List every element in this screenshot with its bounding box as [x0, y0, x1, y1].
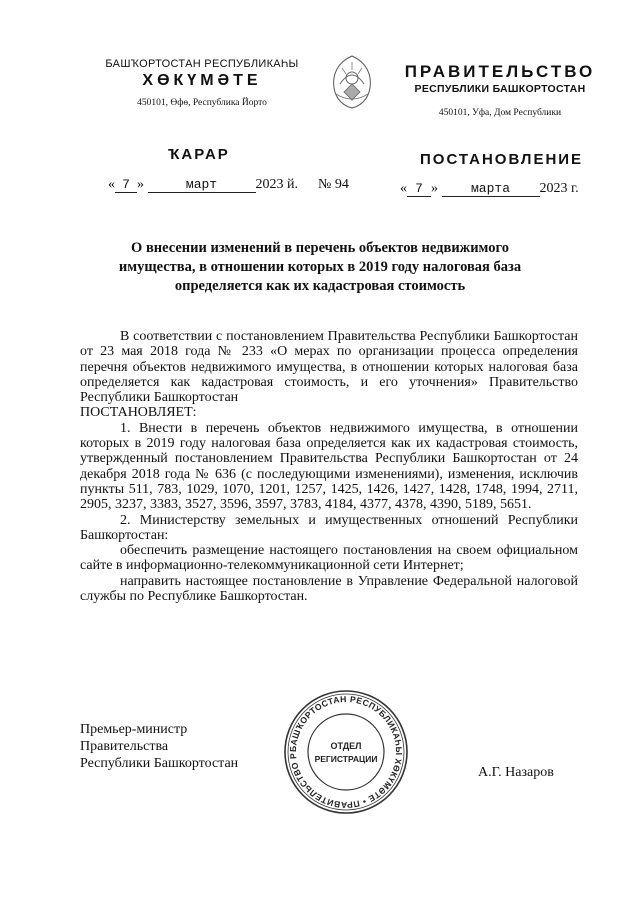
header-left-line1: БАШҠОРТОСТАН РЕСПУБЛИКАҺЫ	[105, 58, 299, 70]
date-left-year: 2023 й.	[255, 177, 298, 192]
item-2a-paragraph: обеспечить размещение настоящего постановления на своем официальном сайте в информационно-телекоммуникационной сети Интернет;	[80, 543, 578, 574]
resolves-line: ПОСТАНОВЛЯЕТ:	[80, 405, 197, 421]
date-right-day: 7	[407, 181, 431, 197]
stamp-center-line2: РЕГИСТРАЦИИ	[314, 754, 378, 764]
header-right-line2: РЕСПУБЛИКИ БАШКОРТОСТАН	[414, 83, 586, 95]
header-right-line1: ПРАВИТЕЛЬСТВО	[404, 62, 596, 81]
registration-stamp	[282, 688, 410, 816]
date-right-year: 2023 г.	[539, 181, 579, 196]
document-title	[95, 239, 545, 296]
intro-paragraph: В соответствии с постановлением Правительства Республики Башкортостан от 23 мая 2018 года № 233 «О мерах по организации процесса определения перечня объектов недвижимого имущества, в отношении которых налоговая база определяется как кадастровая стоимость, и его уточнения» Правительство Республики Башкортостан	[80, 329, 578, 406]
stamp-outer-text: БАШҠОРТОСТАН РЕСПУБЛИКАҺЫ ХӨКҮМӘТЕ • ПРАВИТЕЛЬСТВО Р	[287, 693, 405, 811]
coat-of-arms-emblem	[326, 54, 378, 110]
document-number: № 94	[318, 177, 349, 192]
title-line3: определяется как их кадастровая стоимость	[174, 278, 466, 294]
position-line1: Премьер-министр	[80, 722, 188, 737]
header-left-line2: ХӨКҮМӘТЕ	[142, 72, 262, 89]
item-2b-paragraph: направить настоящее постановление в Управление Федеральной налоговой службы по Республике Башкортостан.	[80, 573, 578, 605]
date-line-right: « 7 » марта 2023 г.	[400, 181, 579, 196]
doc-type-left: ҠАРАР	[168, 146, 230, 163]
item-1-paragraph: 1. Внести в перечень объектов недвижимого имущества, в отношении которых в 2019 году налоговая база определяется как их кадастровая стоимость, утвержденный постановлением Правительства Республики Башкортостан от 24 декабря 2018 года № 636 (с последующими изменениями), изменения, исключив пункты 511, 783, 1029, 1070, 1201, 1257, 1425, 1426, 1427, 1428, 1748, 1994, 2711, 2905, 3237, 3383, 3527, 3596, 3597, 3783, 4184, 4377, 4378, 4390, 5189, 5651.	[80, 420, 578, 513]
item-2-paragraph: 2. Министерству земельных и имущественных отношений Республики Башкортостан:	[80, 512, 578, 543]
date-left-day: 7	[115, 177, 137, 193]
title-line1: О внесении изменений в перечень объектов недвижимого	[131, 240, 509, 256]
doc-type-right: ПОСТАНОВЛЕНИЕ	[420, 151, 584, 168]
position-line3: Республики Башкортостан	[80, 756, 239, 771]
header-right-address: 450101, Уфа, Дом Республики	[438, 108, 562, 118]
position-line2: Правительства	[80, 739, 169, 754]
date-left-month: март	[148, 177, 256, 193]
date-right-month: марта	[442, 181, 540, 197]
signatory-position	[80, 721, 238, 772]
date-line-left: « 7 » март 2023 й.	[108, 177, 298, 192]
stamp-center-line1: ОТДЕЛ	[330, 741, 362, 751]
signatory-name: А.Г. Назаров	[478, 765, 554, 780]
document-body	[80, 329, 578, 604]
header-left-address: 450101, Өфө, Республика Йорто	[137, 98, 267, 108]
title-line2: имущества, в отношении которых в 2019 году налоговая база	[118, 259, 522, 275]
